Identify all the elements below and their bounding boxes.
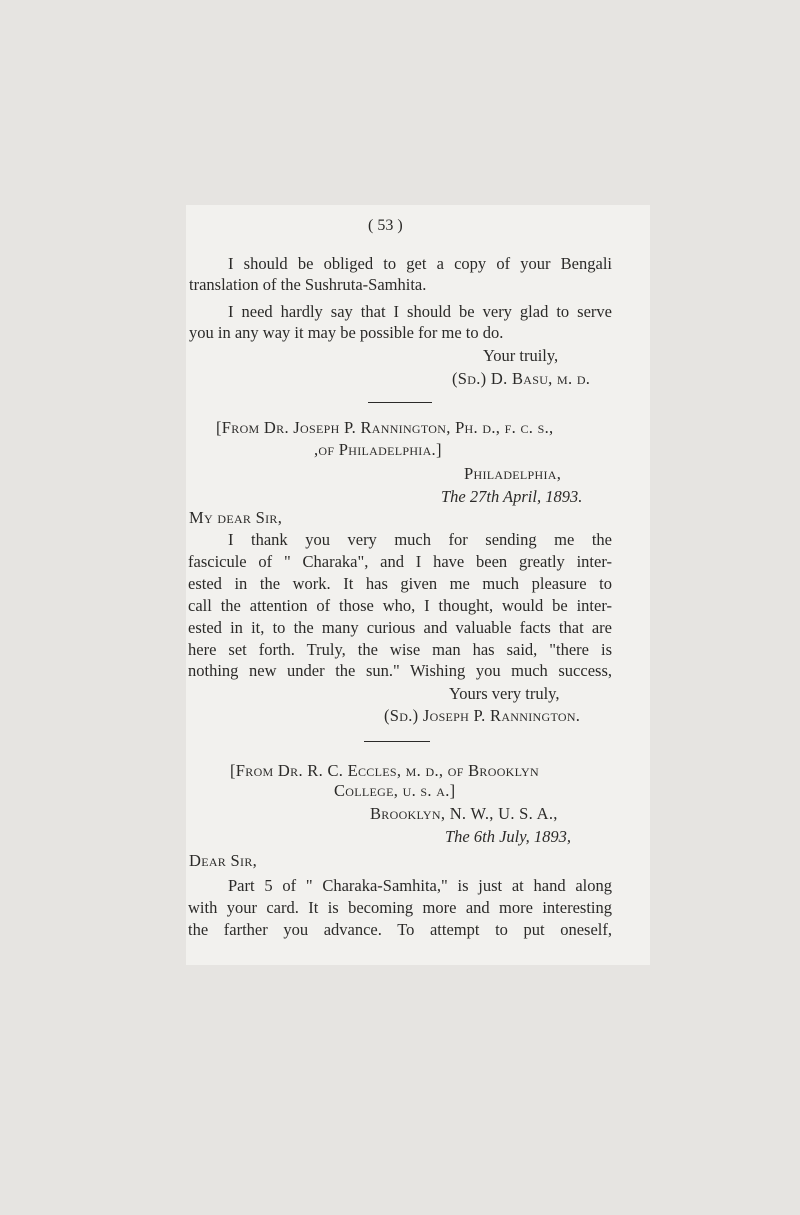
page-number: ( 53 ) xyxy=(368,217,403,234)
letter1-signature: (Sd.) D. Basu, m. d. xyxy=(452,369,591,388)
letter2-date: The 27th April, 1893. xyxy=(441,487,583,506)
letter3-date: The 6th July, 1893, xyxy=(445,827,572,846)
letter2-signature: (Sd.) Joseph P. Rannington. xyxy=(384,706,581,725)
letter3-header: [From Dr. R. C. Eccles, m. d., of Brooklyn xyxy=(230,761,539,780)
letter3-place: Brooklyn, N. W., U. S. A., xyxy=(370,804,558,823)
divider-rule xyxy=(368,402,432,403)
letter2-body-line: ested in the work. It has given me much pleasure to xyxy=(188,574,612,593)
letter1-line: translation of the Sushruta-Samhita. xyxy=(189,275,427,294)
letter2-body-line: ested in it, to the many curious and valuable facts that are xyxy=(188,618,612,637)
letter3-body-line: Part 5 of " Charaka-Samhita," is just at hand along xyxy=(228,876,612,895)
letter2-salutation: My dear Sir, xyxy=(189,508,283,527)
letter1-closing: Your truily, xyxy=(483,346,559,365)
letter2-body-line: call the attention of those who, I thought, would be inter- xyxy=(188,596,612,615)
letter3-header: College, u. s. a.] xyxy=(334,781,456,800)
divider-rule xyxy=(364,741,430,742)
letter2-body-line: fascicule of " Charaka", and I have been greatly inter- xyxy=(188,552,612,571)
letter2-body-line: I thank you very much for sending me the xyxy=(228,530,612,549)
letter2-header: [From Dr. Joseph P. Rannington, Ph. d., f. c. s., xyxy=(216,418,554,437)
letter2-closing: Yours very truly, xyxy=(449,684,560,703)
letter2-header: ,of Philadelphia.] xyxy=(314,440,442,459)
letter2-body-line: here set forth. Truly, the wise man has said, "there is xyxy=(188,640,612,659)
letter3-salutation: Dear Sir, xyxy=(189,851,258,870)
letter3-body-line: with your card. It is becoming more and more interesting xyxy=(188,898,612,917)
letter1-line: I need hardly say that I should be very glad to serve xyxy=(228,302,612,321)
letter2-place: Philadelphia, xyxy=(464,464,562,483)
letter1-line: you in any way it may be possible for me to do. xyxy=(189,323,504,342)
letter1-line: I should be obliged to get a copy of your Bengali xyxy=(228,254,612,273)
letter2-body-line: nothing new under the sun." Wishing you much success, xyxy=(188,661,612,680)
letter3-body-line: the farther you advance. To attempt to put oneself, xyxy=(188,920,612,939)
